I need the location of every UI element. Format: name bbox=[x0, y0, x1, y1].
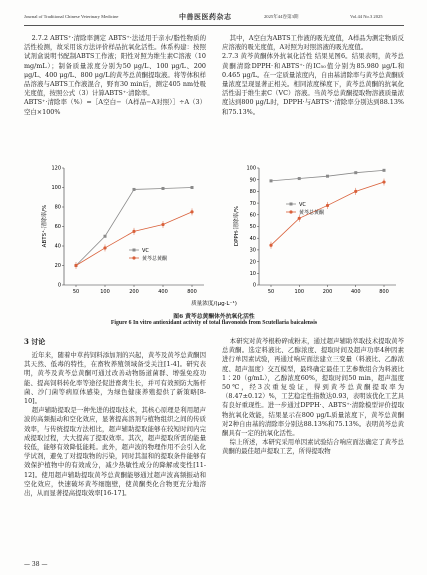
discussion-paragraph-4: 综上所述，本研究采用单因素试验结合响应面法确定了黄芩总黄酮的最佳超声提取工艺，所得提取物 bbox=[222, 438, 404, 456]
dpph-chart bbox=[232, 166, 396, 295]
figure-caption-cn: 图6 黄芩总黄酮体外抗氧化活性 bbox=[173, 314, 255, 320]
abts-y-tick-label: 100 bbox=[51, 185, 61, 192]
abts-x-tick-label: 100 bbox=[100, 289, 110, 295]
dpph-vc-point bbox=[354, 171, 357, 174]
issue-cn: 2025年44卷第3期 bbox=[264, 14, 299, 19]
dpph-y-tick-label: 80 bbox=[249, 189, 256, 196]
abts-y-tick-label: 20 bbox=[54, 263, 61, 270]
dpph-flavonoid-point bbox=[382, 180, 385, 183]
dpph-y-label: DPPH·清除率/% bbox=[234, 205, 240, 247]
abts-legend bbox=[129, 248, 167, 262]
legend-flavonoid-label: 黄芩总黄酮 bbox=[299, 210, 325, 216]
legend-vc-marker bbox=[133, 249, 136, 252]
dpph-y-tick-label: 0 bbox=[252, 282, 256, 289]
dpph-x-tick-label: 800 bbox=[379, 289, 389, 295]
dpph-flavonoid-point bbox=[298, 217, 301, 220]
abts-flavonoid-point bbox=[103, 246, 106, 249]
dpph-x-ticks bbox=[268, 285, 389, 295]
dpph-y-tick-label: 40 bbox=[249, 235, 256, 242]
journal-title-en: Journal of Traditional Chinese Veterinary Medicine bbox=[24, 14, 119, 19]
dpph-flavonoid-point bbox=[326, 204, 329, 207]
abts-vc-point bbox=[104, 235, 107, 238]
dpph-vc-point bbox=[326, 175, 329, 178]
figure-6-svg bbox=[24, 160, 404, 310]
dpph-vc-point bbox=[298, 177, 301, 180]
abts-x-tick-label: 200 bbox=[129, 289, 139, 295]
shared-x-label: 质量浓度/(μg·L⁻¹) bbox=[191, 301, 237, 307]
abts-y-tick-label: 80 bbox=[54, 204, 61, 211]
abts-flavonoid-point bbox=[190, 210, 193, 213]
dpph-flavonoid-point bbox=[354, 190, 357, 193]
dpph-x-tick-label: 50 bbox=[267, 289, 275, 295]
figure-caption-en: Figure 6 In vitro antioxidant activity of total flavonoids from Scutellaria baicalensis bbox=[110, 320, 318, 326]
legend-flavonoid-label: 黄芩总黄酮 bbox=[142, 256, 168, 262]
dpph-y-ticks bbox=[246, 166, 259, 289]
right-column-bottom bbox=[222, 337, 404, 457]
dpph-y-tick-label: 20 bbox=[249, 259, 256, 266]
abts-flavonoid-point bbox=[74, 264, 77, 267]
abts-vc-point bbox=[162, 187, 165, 190]
right-column-top bbox=[222, 34, 404, 117]
dpph-series bbox=[269, 169, 385, 249]
legend-vc-label: VC bbox=[299, 202, 306, 208]
dpph-x-tick-label: 400 bbox=[350, 289, 361, 295]
abts-flavonoid-point bbox=[132, 230, 135, 233]
left-column-top bbox=[24, 34, 206, 117]
legend-flavonoid-marker bbox=[132, 256, 135, 259]
volume-en: Vol.44 No.3 2025 bbox=[350, 14, 383, 19]
running-header bbox=[24, 12, 404, 24]
abts-y-label: ABTS⁺·清除率/% bbox=[42, 204, 48, 248]
dpph-vc-point bbox=[270, 179, 273, 182]
abts-y-tick-label: 0 bbox=[57, 282, 61, 289]
dpph-y-tick-label: 60 bbox=[249, 212, 256, 219]
abts-y-ticks bbox=[51, 166, 64, 289]
figure-6 bbox=[24, 160, 404, 310]
dpph-y-tick-label: 100 bbox=[246, 165, 256, 172]
abts-method-paragraph: 2.7.2 ABTS⁺·清除率测定 ABTS⁺·法适用于亲水/脂性物质的活性检测，故采用该方法评价样品抗氧化活性。体系构建：按照试剂盒说明书配制ABTS工作液；阳性对照为维生素C溶液（10 mg/mL）；制备质量浓度分别为50 μg/L、100 μg/L、200 μg/L、400 μg/L、800 μg/L的黄芩总黄酮提取液。将等体积样品溶液与ABTS工作液混合，野育30 min后，测定405 nm处吸光度值，按照公式（3）计算ABTS⁺·清除率。 bbox=[24, 34, 206, 98]
journal-logo: 中兽医医药杂志 bbox=[179, 13, 232, 21]
abts-flavonoid-point bbox=[161, 223, 164, 226]
results-paragraph: 2.7.3 黄芩黄酮体外抗氧化活性 结果见图6。结果表明，黄芩总黄酮清除DPPH·和ABTS⁺·的IC₅₀值分别为85.980 μg/L和0.465 μg/L。在一定质量浓度内，自由基清除率与黄芩总黄酮质量浓度呈现显著正相关。相同浓度梯度下，黄芩总黄酮的抗氧化活性弱于维生素C（VC）溶液。当黄芩总黄酮提取物溶液质量浓度达到800 μg/L时，DPPH·与ABTS⁺·清除率分别达到88.13%和75.13%。 bbox=[222, 52, 404, 116]
dpph-x-tick-label: 100 bbox=[294, 289, 305, 295]
dpph-x-tick-label: 200 bbox=[322, 289, 333, 295]
dpph-y-tick-label: 30 bbox=[249, 247, 256, 254]
formula-text: ABTS⁺·清除率（%）=［A空白−（A样品−A对照）］÷A空白×100% bbox=[24, 98, 190, 116]
abts-x-tick-label: 400 bbox=[158, 289, 168, 295]
page-number: — 38 — bbox=[24, 561, 48, 568]
abts-formula bbox=[24, 98, 206, 116]
abts-vc-point bbox=[191, 186, 194, 189]
abts-vc-line bbox=[76, 188, 192, 266]
discussion-paragraph-3: 本研究对黄芩根粉碎成粉末，通过超声辅助萃取技术提取黄芩总黄酮。选定料液比、乙醇浓度、提取时间及超声功率4种因素进行单因素试验，再通过响应面法建立三变量（料液比、乙醇浓度、超声温度）交互模型，最终确定最佳工艺参数组合为料液比1∶20（g/mL），乙醇浓度60%，提取时间50 min，超声温度50℃，经3次重复验证，得到黄芩总黄酮提取率为（8.47±0.12）%，工艺稳定性指数达0.93，表明该优化工艺具有良好重现性。进一步通过DPPH·、ABTS⁺·清除模型评价提取物抗氧化效能，结果显示在800 μg/L质量浓度下，黄芩总黄酮对2种自由基的清除率分别达88.13%和75.13%。表明黄芩总黄酮具有一定的抗氧化活性。 bbox=[222, 337, 404, 438]
formula-number: （3） bbox=[189, 98, 206, 107]
abts-vc-point bbox=[133, 188, 136, 191]
abts-chart bbox=[40, 166, 204, 295]
abts-y-tick-label: 60 bbox=[54, 224, 61, 231]
dpph-flavonoid-point bbox=[269, 244, 272, 247]
dpph-flavonoid-line bbox=[271, 182, 384, 245]
discussion-heading: 3 讨论 bbox=[24, 337, 46, 346]
dpph-y-tick-label: 50 bbox=[249, 224, 256, 231]
discussion-paragraph-2a: 超声辅助提取是一种先进的提取技术，其核心原理是利用超声波的高频振动和空化效应，显著提高溶剂与植物组织之间的传质效率，与传统提取方法相比，超声辅助提取能够在较短时间内完成提取过程，大大提高了提取效率。其次，超声提取所需的能量较低，能够有效降低能耗。此外，超声波的物理作用不会引入化学试剂，避免了对提取物的污染，同时其温和的提取条件能够有效保护植物中的有效成分，减少热敏性成分的降解或变性[11-12]。使用超声辅助提取黄芩总黄酮能够通过超声波高频振动和空化效应，快速破坏黄芩细胞壁，使黄酮类化合物更充分地溶出，从而显著提高提取效率[16-17]。 bbox=[24, 406, 206, 498]
header-rule bbox=[24, 25, 404, 26]
dpph-vc-point bbox=[383, 169, 386, 172]
discussion-paragraph-1: 近年来，随着中草药饲料添加剂的兴起，黄芩及黄芩总黄酮因其天然、低毒的特性，在畜牧养殖领域备受关注[1-4]。研究表明，黄芩及黄芩总黄酮可通过改善动物肠道菌群、增强免疫功能、提高饲料转化率等途径促进畜禽生长，并可有效预防大肠杆菌、沙门菌等病原体感染，为绿色健康养殖提供了新策略[8-10]。 bbox=[24, 351, 206, 406]
dpph-y-tick-label: 90 bbox=[249, 177, 256, 184]
legend-vc-label: VC bbox=[142, 248, 149, 254]
legend-vc-marker bbox=[290, 203, 293, 206]
legend-flavonoid-marker bbox=[289, 210, 292, 213]
dpph-legend bbox=[286, 202, 324, 216]
abts-y-tick-label: 120 bbox=[51, 165, 61, 172]
formula-explanation: 其中，A空白为ABTS工作液的吸光度值，A样品为测定物质反应溶液的吸光度值，A对照为对照溶液的吸光度值。 bbox=[222, 34, 404, 52]
left-column-bottom bbox=[24, 351, 206, 524]
abts-x-ticks bbox=[73, 285, 197, 295]
abts-y-tick-label: 40 bbox=[54, 243, 61, 250]
abts-x-tick-label: 800 bbox=[187, 289, 197, 295]
abts-x-tick-label: 50 bbox=[72, 289, 80, 295]
dpph-y-tick-label: 70 bbox=[249, 200, 256, 207]
dpph-y-tick-label: 10 bbox=[249, 271, 256, 277]
